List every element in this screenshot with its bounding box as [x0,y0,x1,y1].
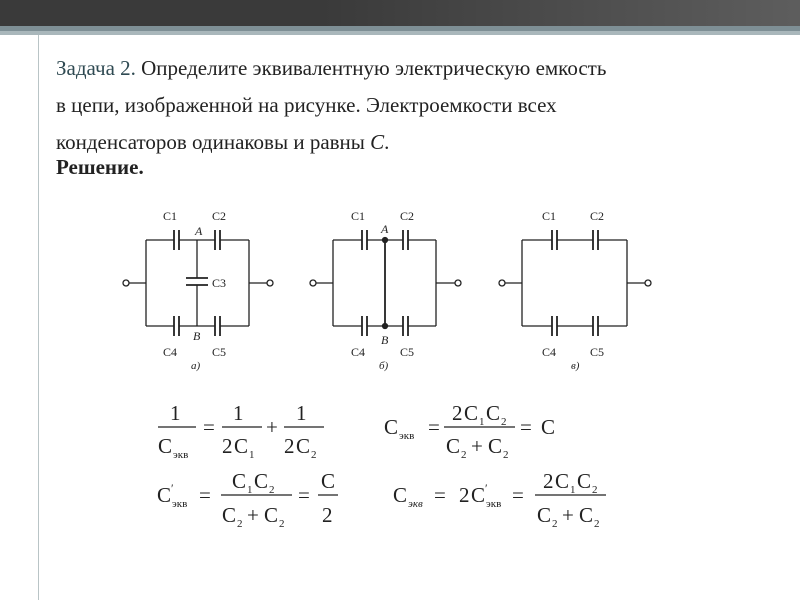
f4-num-c1: C [555,469,570,493]
f4-den-plus: + [562,503,574,527]
caption-b: б) [379,360,389,372]
caption-a: а) [191,360,201,372]
label-c5-c: C5 [590,345,605,359]
solution-heading: Решение. [56,155,144,179]
f2-num-c2: C [486,401,501,425]
f2-num-c1: C [464,401,479,425]
f2-den-c2a: C [446,434,461,458]
f4-num-2: 2 [543,469,554,493]
f3-eq2: = [298,483,310,507]
task-line-3-text: конденсаторов одинаковы и равны [56,130,371,154]
f4-prime: ′ [485,481,488,495]
f3-num-c2: C [254,469,269,493]
f1-plus: + [266,415,278,439]
label-c2-a: C2 [212,209,227,223]
f1-den-c: C [158,434,173,458]
f3-num-sub1: 1 [247,484,253,496]
formula-1 [158,401,324,461]
label-c5-b: C5 [400,345,415,359]
f2-den-c2b: C [488,434,503,458]
label-c3-a: C3 [212,276,227,290]
f4-den-c2b: C [579,503,594,527]
f3-den-c2a: C [222,503,237,527]
label-c5-a: C5 [212,345,227,359]
f3-den-sub2b: 2 [279,518,285,530]
f2-num-sub1: 1 [479,416,485,428]
f4-eq2: = [512,483,524,507]
f1-num-2: 1 [233,401,244,425]
f1-den2-2: 2 [222,434,233,458]
f1-den2-sub: 1 [249,449,255,461]
task-variable-c: C [370,130,385,154]
task-line-3-period: . [384,130,390,154]
formula-4 [393,469,606,530]
task-label: Задача 2. [56,56,136,80]
f2-den-plus: + [471,434,483,458]
f4-sub2: экв [486,498,502,510]
task-line-2: в цепи, изображенной на рисунке. Электроемкости всех [56,93,557,117]
f2-c: C [384,415,399,439]
f4-den-sub2b: 2 [594,518,600,530]
f3-prime: ′ [171,481,174,495]
f3-num-c: C [321,469,336,493]
label-c2-c: C2 [590,209,605,223]
f2-num-2: 2 [452,401,463,425]
f3-den-sub2a: 2 [237,518,243,530]
f4-num-sub2: 2 [592,484,598,496]
f1-eq: = [203,415,215,439]
label-node-b-b: B [381,333,389,347]
f1-den-sub: экв [173,449,189,461]
label-node-b-a: B [193,329,201,343]
f4-c2: C [471,483,486,507]
label-c1-a: C1 [163,209,178,223]
label-c2-b: C2 [400,209,415,223]
f1-den3-c: C [296,434,311,458]
f4-num-sub1: 1 [570,484,576,496]
label-c4-c: C4 [542,345,557,359]
f1-num-1: 1 [170,401,181,425]
f2-sub: экв [399,430,415,442]
formula-3 [157,469,338,530]
f3-den-2: 2 [322,503,333,527]
f1-num-3: 1 [296,401,307,425]
label-c1-c: C1 [542,209,557,223]
label-node-a-a: A [195,224,203,238]
f4-den-c2a: C [537,503,552,527]
label-c4-b: C4 [351,345,366,359]
f4-2: 2 [459,483,470,507]
f2-num-sub2: 2 [501,416,507,428]
label-c1-b: C1 [351,209,366,223]
f4-den-sub2a: 2 [552,518,558,530]
formula-2 [384,401,555,461]
f4-sub: экв [408,498,423,510]
caption-c: в) [571,360,580,372]
f1-den3-2: 2 [284,434,295,458]
f4-c: C [393,483,408,507]
label-node-a-b: A [381,222,389,236]
f4-num-c2: C [577,469,592,493]
f3-eq: = [199,483,211,507]
f2-eq: = [428,415,440,439]
f2-eq2: = [520,415,532,439]
f3-c: C [157,483,172,507]
f2-result: C [541,415,556,439]
f3-num-c1: C [232,469,247,493]
f4-eq: = [434,483,446,507]
f3-den-plus: + [247,503,259,527]
label-c4-a: C4 [163,345,178,359]
f1-den3-sub: 2 [311,449,317,461]
f3-den-c2b: C [264,503,279,527]
task-line-1-text: Определите эквивалентную электрическую емкость [135,56,607,80]
f2-den-sub2b: 2 [503,449,509,461]
f3-num-sub2: 2 [269,484,275,496]
f2-den-sub2a: 2 [461,449,467,461]
f3-sub: экв [172,498,188,510]
f1-den2-c: C [234,434,249,458]
